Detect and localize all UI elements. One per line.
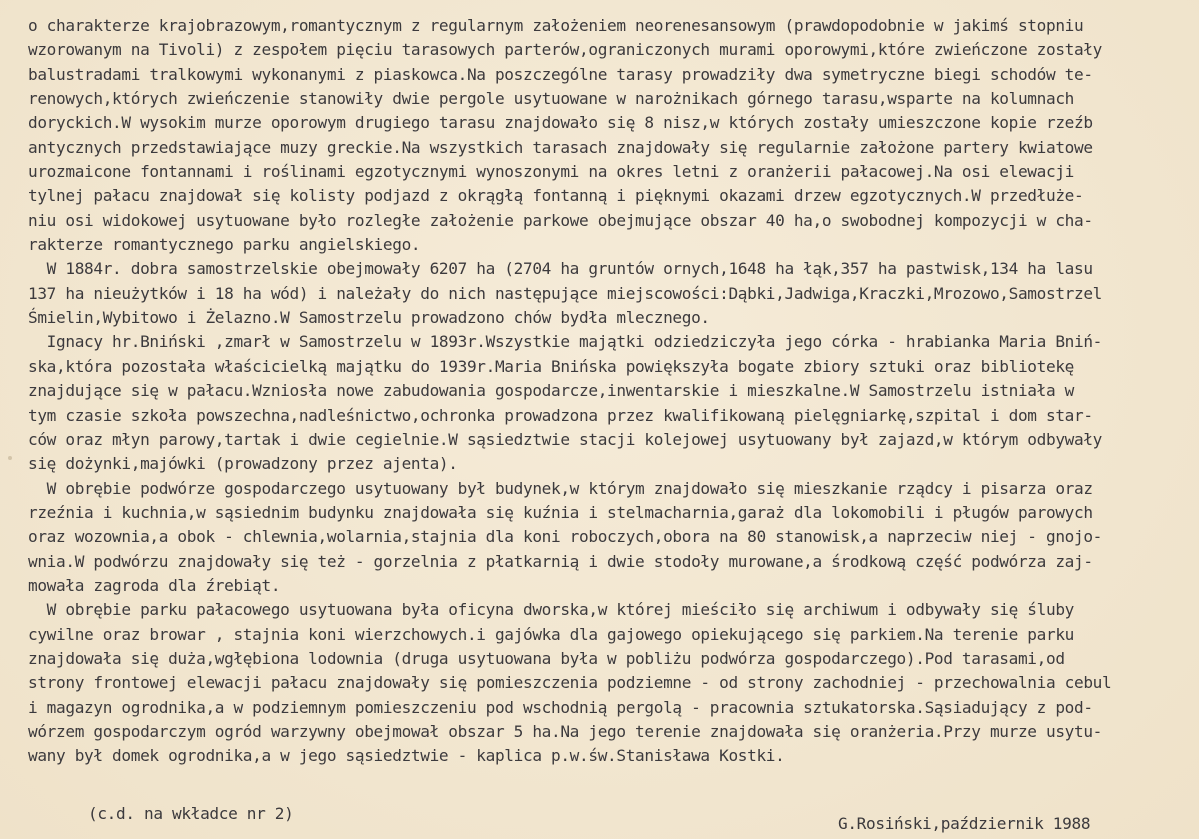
text-line: tym czasie szkoła powszechna,nadleśnictwo,ochronka prowadzona przez kwalifikowaną pielęgniarkę,szpital i dom star-: [28, 405, 1093, 425]
text-line: strony frontowej elewacji pałacu znajdowały się pomieszczenia podziemne - od strony zachodniej - przechowalnia cebul: [28, 673, 1112, 693]
text-line: i magazyn ogrodnika,a w podziemnym pomieszczeniu pod wschodnią pergolą - pracownia sztukatorska.Sąsiadujący z pod-: [28, 697, 1093, 717]
text-line: ska,która pozostała właścicielką majątku do 1939r.Maria Bnińska powiększyła bogate zbiory sztuki oraz bibliotekę: [28, 356, 1074, 376]
text-line: 137 ha nieużytków i 18 ha wód) i należały do nich następujące miejscowości:Dąbki,Jadwiga,Kraczki,Mrozowo,Samostrzel: [28, 283, 1103, 303]
text-line: znajdowała się duża,wgłębiona lodownia (druga usytuowana była w pobliżu podwórza gospodarczego).Pod tarasami,od: [28, 648, 1065, 668]
text-line: antycznych przedstawiające muzy greckie.Na wszystkich tarasach znajdowały się regularnie założone partery kwiatowe: [28, 137, 1093, 157]
text-line: Śmielin,Wybitowo i Żelazno.W Samostrzelu prowadzono chów bydła mlecznego.: [28, 308, 710, 328]
text-line: W obrębie podwórze gospodarczego usytuowany był budynek,w którym znajdowało się mieszkanie rządcy i pisarza oraz: [28, 478, 1093, 498]
text-line: cywilne oraz browar , stajnia koni wierzchowych.i gajówka dla gajowego opiekującego się parkiem.Na terenie parku: [28, 624, 1074, 644]
text-line: niu osi widokowej usytuowane było rozległe założenie parkowe obejmujące obszar 40 ha,o swobodnej kompozycji w cha-: [28, 210, 1093, 230]
text-line: wórzem gospodarczym ogród warzywny obejmował obszar 5 ha.Na jego terenie znajdowała się oranżeria.Przy murze usytu-: [28, 721, 1103, 741]
text-line: urozmaicone fontannami i roślinami egzotycznymi wynoszonymi na okres letni z oranżerii pałacowej.Na osi elewacji: [28, 162, 1074, 182]
text-line: znajdujące się w pałacu.Wzniosła nowe zabudowania gospodarcze,inwentarskie i mieszkalne.W Samostrzelu istniała w: [28, 381, 1074, 401]
text-line: się dożynki,majówki (prowadzony przez ajenta).: [28, 454, 458, 474]
continuation-note: (c.d. na wkładce nr 2): [88, 804, 294, 823]
text-line: W 1884r. dobra samostrzelskie obejmowały 6207 ha (2704 ha gruntów ornych,1648 ha łąk,357 ha pastwisk,134 ha lasu: [28, 259, 1093, 279]
text-line: wzorowanym na Tivoli) z zespołem pięciu tarasowych parterów,ograniczonych murami oporowymi,które zwieńczone zostały: [28, 40, 1103, 60]
text-line: rakterze romantycznego parku angielskiego.: [28, 235, 421, 255]
text-line: mowała zagroda dla źrebiąt.: [28, 575, 281, 595]
text-line: ców oraz młyn parowy,tartak i dwie cegielnie.W sąsiedztwie stacji kolejowej usytuowany był zajazd,w którym odbywały: [28, 429, 1103, 449]
text-line: wnia.W podwórzu znajdowały się też - gorzelnia z płatkarnią i dwie stodoły murowane,a środkową część podwórza zaj-: [28, 551, 1093, 571]
text-line: tylnej pałacu znajdował się kolisty podjazd z okrągłą fontanną i pięknymi okazami drzew egzotycznych.W przedłuże-: [28, 186, 1084, 206]
text-line: balustradami tralkowymi wykonanymi z piaskowca.Na poszczególne tarasy prowadziły dwa symetryczne biegi schodów te-: [28, 64, 1093, 84]
text-line: W obrębie parku pałacowego usytuowana była oficyna dworska,w której mieściło się archiwum i odbywały się śluby: [28, 600, 1074, 620]
author-signature-line: G.Rosiński,październik 1988: [838, 814, 1091, 833]
text-line: oraz wozownia,a obok - chlewnia,wolarnia,stajnia dla koni roboczych,obora na 80 stanowisk,a naprzeciw niej - gnojo-: [28, 527, 1103, 547]
text-line: wany był domek ogrodnika,a w jego sąsiedztwie - kaplica p.w.św.Stanisława Kostki.: [28, 746, 785, 766]
typewritten-text-block: [28, 14, 1196, 769]
text-line: renowych,których zwieńczenie stanowiły dwie pergole usytuowane w narożnikach górnego tarasu,wsparte na kolumnach: [28, 89, 1074, 109]
text-line: o charakterze krajobrazowym,romantycznym z regularnym założeniem neorenesansowym (prawdopodobnie w jakimś stopniu: [28, 16, 1084, 35]
text-line: doryckich.W wysokim murze oporowym drugiego tarasu znajdowało się 8 nisz,w których zostały umieszczone kopie rzeźb: [28, 113, 1093, 133]
ink-smudge: [8, 456, 12, 460]
text-line: Ignacy hr.Bniński ,zmarł w Samostrzelu w 1893r.Wszystkie majątki odziedziczyła jego córka - hrabianka Maria Bniń-: [28, 332, 1103, 352]
text-line: rzeźnia i kuchnia,w sąsiednim budynku znajdowała się kuźnia i stelmacharnia,garaż dla lokomobili i pługów parowych: [28, 502, 1093, 522]
